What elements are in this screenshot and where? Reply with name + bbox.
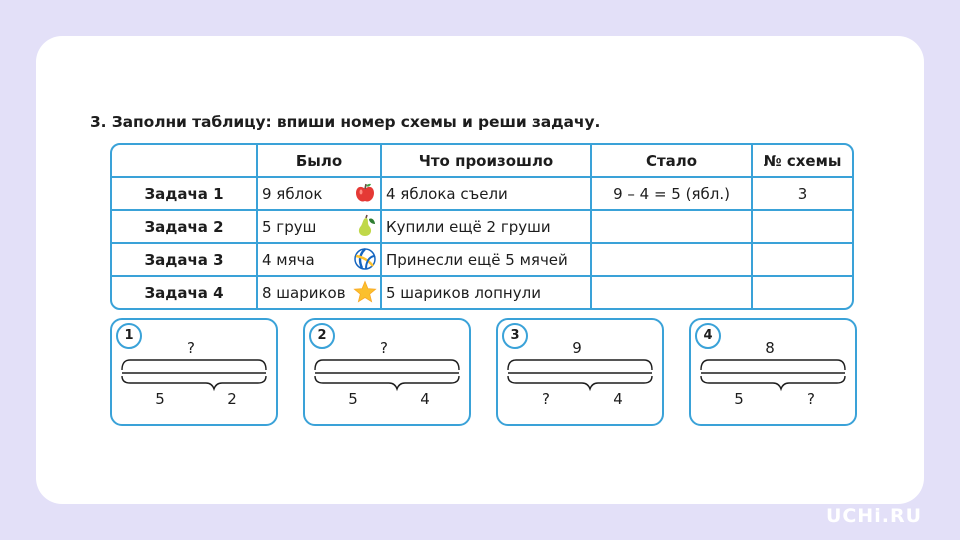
event-cell: 4 яблока съели: [382, 178, 592, 211]
segment-diagram: [691, 320, 855, 424]
result-cell[interactable]: [592, 244, 753, 277]
header-was: Было: [258, 145, 382, 178]
scheme-number-badge: 3: [502, 323, 528, 349]
right-part-label: 2: [227, 390, 237, 408]
header-result: Стало: [592, 145, 753, 178]
task-name: Задача 2: [112, 211, 258, 244]
scheme-number-cell[interactable]: [753, 244, 852, 277]
total-label: 8: [765, 339, 775, 357]
was-text: 5 груш: [262, 217, 317, 236]
uchi-logo: UCHi.RU: [825, 505, 922, 527]
total-label: ?: [380, 339, 388, 357]
was-cell: [258, 211, 382, 244]
header-empty: [112, 145, 258, 178]
scheme-card-1: [110, 318, 278, 426]
task-name: Задача 3: [112, 244, 258, 277]
scheme-number-badge: 2: [309, 323, 335, 349]
scheme-number-cell[interactable]: [753, 277, 852, 308]
result-cell[interactable]: [592, 277, 753, 308]
task-name: Задача 1: [112, 178, 258, 211]
header-event: Что произошло: [382, 145, 592, 178]
table-row: [112, 277, 852, 308]
total-label: ?: [187, 339, 195, 357]
left-part-label: ?: [542, 390, 550, 408]
was-text: 4 мяча: [262, 250, 315, 269]
segment-diagram: [305, 320, 469, 424]
star-icon: [353, 280, 377, 304]
event-cell: Принесли ещё 5 мячей: [382, 244, 592, 277]
scheme-number-cell[interactable]: 3: [753, 178, 852, 211]
left-part-label: 5: [734, 390, 744, 408]
was-text: 8 шариков: [262, 283, 346, 302]
task-name: Задача 4: [112, 277, 258, 308]
was-cell: [258, 178, 382, 211]
scheme-card-4: [689, 318, 857, 426]
scheme-number-badge: 1: [116, 323, 142, 349]
apple-icon: [353, 181, 377, 205]
task-title: 3. Заполни таблицу: впиши номер схемы и реши задачу.: [90, 113, 601, 131]
result-cell[interactable]: [592, 211, 753, 244]
task-table: [110, 143, 854, 310]
table-row: [112, 211, 852, 244]
table-row: [112, 244, 852, 277]
right-part-label: 4: [420, 390, 430, 408]
left-part-label: 5: [348, 390, 358, 408]
left-part-label: 5: [155, 390, 165, 408]
scheme-card-2: [303, 318, 471, 426]
pear-icon: [353, 214, 377, 238]
segment-diagram: [112, 320, 276, 424]
was-text: 9 яблок: [262, 184, 323, 203]
scheme-number-cell[interactable]: [753, 211, 852, 244]
right-part-label: 4: [613, 390, 623, 408]
table-row: [112, 178, 852, 211]
header-scheme-number: № схемы: [753, 145, 852, 178]
segment-diagram: [498, 320, 662, 424]
result-cell[interactable]: 9 – 4 = 5 (ябл.): [592, 178, 753, 211]
right-part-label: ?: [807, 390, 815, 408]
volleyball-icon: [353, 247, 377, 271]
was-cell: [258, 244, 382, 277]
event-cell: 5 шариков лопнули: [382, 277, 592, 308]
scheme-card-3: [496, 318, 664, 426]
event-cell: Купили ещё 2 груши: [382, 211, 592, 244]
was-cell: [258, 277, 382, 308]
scheme-number-badge: 4: [695, 323, 721, 349]
total-label: 9: [572, 339, 582, 357]
table-header-row: [112, 145, 852, 178]
